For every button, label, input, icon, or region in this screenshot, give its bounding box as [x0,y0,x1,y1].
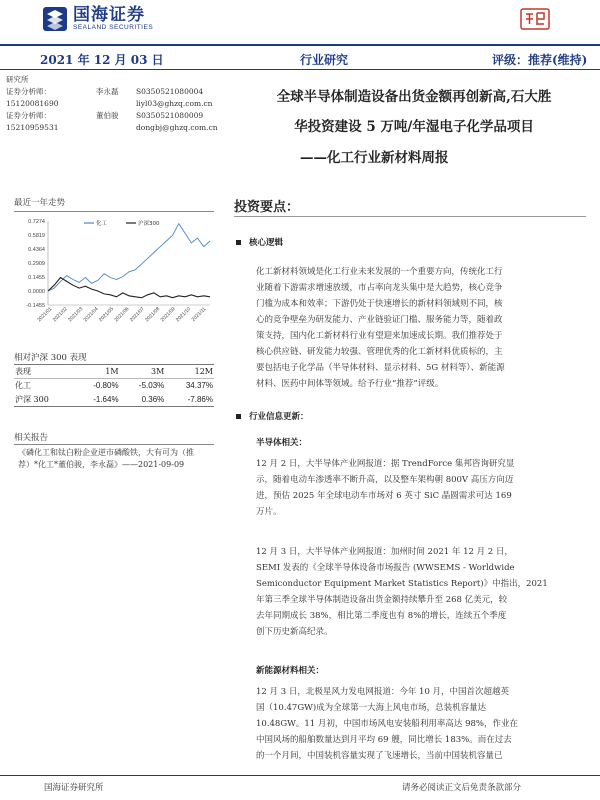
trend-chart-title: 最近一年走势 [14,198,66,208]
performance-table [14,364,214,407]
text-line: 国（10.47GW)成为全球第一大海上风电市场，总装机容量达 [256,703,487,713]
core-logic-paragraph [256,264,572,392]
table-header-cell: 12M [194,367,213,376]
text-line: 的一个月间，中国装机容量实现了飞速增长，当前中国装机容量已 [256,751,503,761]
table-header-cell: 3M [151,367,165,376]
analyst-cert-number: S0350521080004 [136,87,204,96]
text-line: 10.48GW。11 月初，中国市场风电安装船利用率高达 98%，作业在 [256,719,518,729]
x-tick-label: 2021/09 [159,306,177,324]
text-line: 化工新材料领域是化工行业未来发展的一个重要方向，传统化工行 [256,267,503,277]
divider [14,444,214,445]
text-line: 创下历史新高纪录。 [256,627,333,637]
footer-institute: 国海证券研究所 [44,783,104,793]
company-logo [42,6,153,32]
logo-chinese-name: 国海证券 [73,5,145,25]
text-line: 中国风场的船舶数量达到月平均 69 艘，同比增长 183%。而在过去 [256,735,512,745]
heading-text: 行业信息更新： [249,412,309,422]
analyst-label: 研究所 [6,75,29,84]
x-tick-label: 2021/04 [82,306,100,324]
series-line [48,224,210,291]
analyst-row [6,86,226,98]
footer-divider [0,775,600,776]
text-line: 示，随着电动车渗透率不断升高，以及整车架构朝 800V 高压方向迈 [256,475,514,485]
heading-text: 核心逻辑 [249,238,284,248]
table-cell: -7.86% [187,394,213,404]
x-tick-label: 2021/07 [128,306,146,324]
text-line: 万片。 [256,507,282,517]
bullet-square-icon [236,240,241,245]
text-line: 心的竞争壁垒为研发能力、产业链验证门槛、服务能力等，随着政 [256,315,503,325]
industry-rating: 评级：推荐(维持) [492,53,588,67]
report-header [0,0,600,44]
x-tick-label: 2021/06 [113,306,131,324]
analyst-name: 董伯骏 [96,111,119,120]
related-report-link[interactable] [18,447,218,471]
legend-label: 化工 [96,221,108,227]
x-tick-label: 2021/08 [144,306,162,324]
x-tick-label: 2021/05 [97,306,116,324]
text-line: 门槛为成本和效率；下游仍处于快速增长的新材料领域则不同，核 [256,299,503,309]
red-seal-icon [520,8,550,30]
report-type: 行业研究 [300,53,349,67]
analyst-cert-number: S0350521080009 [136,111,204,120]
legend-label: 沪深300 [138,221,160,227]
analyst-row [6,98,226,110]
y-tick-label: 0.2909 [28,261,45,268]
semiconductor-heading: 半导体相关： [256,438,308,448]
analyst-label: 证券分析师： [6,87,51,96]
table-cell: -0.80% [93,381,119,391]
bullet-square-icon [236,414,241,419]
new-energy-heading: 新能源材料相关： [256,666,325,676]
text-line: 年第三季全球半导体制造设备出货金额持续攀升至 268 亿美元，较 [256,595,508,605]
analyst-info [6,74,226,134]
text-line: 业随着下游需求增速放缓，市占率向龙头集中是大趋势，核心竞争 [256,283,503,293]
table-row [14,379,214,393]
report-info-bar [0,44,600,70]
core-logic-heading [236,236,283,248]
report-title [232,82,596,142]
text-line: SEMI 发表的《全球半导体设备市场报告 (WWSEMS - Worldwide [256,563,515,573]
table-cell: 沪深 300 [15,394,49,404]
table-cell: 0.36% [141,394,165,404]
related-report-line: 荐）*化工*董伯骏，李永磊》——2021-09-09 [18,460,185,469]
related-report-line: 《磷化工和钛白粉企业逆市磷酸铁，大有可为（推 [18,448,194,457]
text-line: 进，预估 2025 年全球电动车市场对 6 英寸 SiC 晶圆需求可达 169 [256,491,512,501]
y-tick-label: 0.1455 [28,274,45,281]
footer-disclaimer: 请务必阅读正文后免责条款部分 [402,783,522,793]
divider [234,216,586,217]
title-line-2: 华投资建设 5 万吨/年湿电子化学品项目 [294,119,534,135]
text-line: 策支持，国内化工新材料行业有望迎来加速成长期。我们推荐处于 [256,331,503,341]
analyst-row [6,110,226,122]
performance-title: 相对沪深 300 表现 [14,353,87,363]
table-header-cell: 表现 [15,367,31,376]
text-line: 去年同期成长 38%，相比第二季度也有 8%的增长，连续五个季度 [256,611,507,621]
analyst-name: 李永磊 [96,87,119,96]
table-header-row [14,365,214,379]
report-subtitle: ——化工行业新材料周报 [300,150,449,166]
x-tick-label: 2021/11 [190,306,208,323]
new-energy-paragraph [256,684,572,764]
table-cell: -5.03% [138,381,165,391]
trend-chart [14,213,214,331]
y-tick-label: 0.7274 [28,219,45,225]
table-header-cell: 1M [105,367,119,376]
trend-chart-svg [14,213,214,331]
table-cell: -1.64% [93,394,119,404]
analyst-name [96,122,136,134]
text-line: 核心供应链、研发能力较强、管理优秀的化工新材料优质标的，主 [256,347,503,357]
x-tick-label: 2021/10 [174,306,193,324]
y-tick-label: 0.4364 [28,247,45,254]
table-cell: 化工 [15,381,31,391]
text-line: 12 月 2 日，大半导体产业网报道：据 TrendForce 集邦咨询研究显 [256,459,515,469]
y-tick-label: -0.1455 [26,303,45,309]
semiconductor-paragraph-2 [256,544,572,640]
x-tick-label: 2021/03 [67,306,85,324]
report-date: 2021 年 12 月 03 日 [40,53,164,67]
series-line [48,278,210,298]
y-tick-label: 0.5819 [28,233,45,240]
investment-points-title: 投资要点： [234,200,300,215]
related-reports-title: 相关报告 [14,433,49,443]
title-line-1: 全球半导体制造设备出货金额再创新高,石大胜 [276,89,552,105]
analyst-email[interactable]: liyl03@ghzq.com.cn [136,99,213,108]
text-line: 12 月 3 日，北极星风力发电网报道：今年 10 月，中国首次超越英 [256,687,510,697]
text-line: 材料、医药中间体等领域。给予行业“推荐”评级。 [256,379,444,389]
analyst-row [6,122,226,134]
semiconductor-paragraph-1 [256,456,572,520]
analyst-label: 证券分析师： [6,111,51,120]
logo-english-name: SEALAND SECURITIES [73,24,154,31]
analyst-phone: 15210959531 [6,123,59,132]
analyst-phone: 15120081690 [6,99,59,108]
x-tick-label: 2021/02 [51,306,69,324]
industry-update-heading [236,410,309,422]
analyst-email[interactable]: dongbj@ghzq.com.cn [136,123,218,132]
analyst-name [96,98,136,110]
sealand-logo-icon [42,6,68,32]
text-line: 12 月 3 日，大半导体产业网报道：加州时间 2021 年 12 月 2 日， [256,547,513,557]
table-row [14,393,214,407]
text-line: 要包括电子化学品（半导体材料、显示材料、5G 材料等）、新能源 [256,363,505,373]
analyst-row [6,74,226,86]
text-line: Semiconductor Equipment Market Statistics Report)》中指出，2021 [256,579,548,589]
divider [14,211,214,212]
x-tick-label: 2021/01 [36,306,54,324]
table-cell: 34.37% [185,381,213,391]
y-tick-label: 0.0000 [28,288,45,295]
